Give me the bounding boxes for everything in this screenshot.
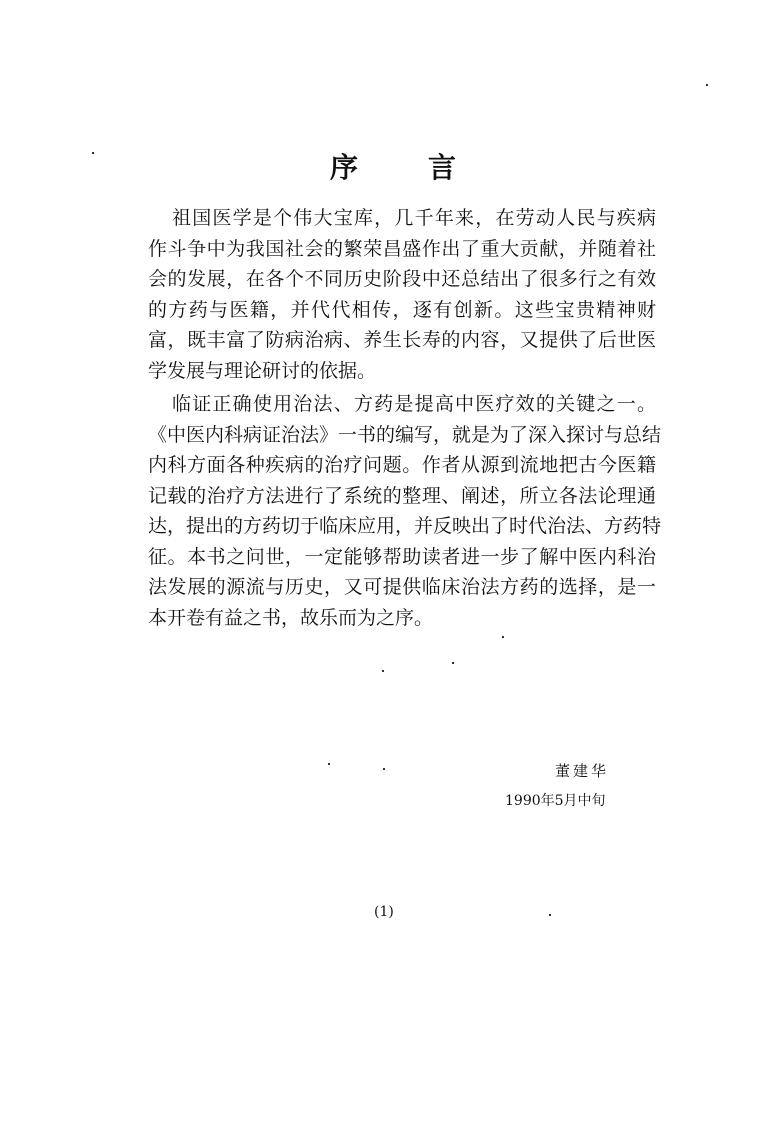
scan-speck xyxy=(502,636,504,638)
text-line: 祖国医学是个伟大宝库，几千年来，在劳动人民与疾病 xyxy=(172,207,656,229)
scan-speck xyxy=(452,662,454,664)
scan-speck xyxy=(549,914,551,916)
scan-speck xyxy=(328,763,330,765)
page-number: (1) xyxy=(374,904,394,920)
text-line: 达，提出的方药切于临床应用，并反映出了时代治法、方药特 xyxy=(148,515,662,537)
scan-speck xyxy=(706,84,708,86)
author-signature: 董建华 xyxy=(555,762,610,780)
scan-speck xyxy=(382,670,384,672)
text-line: 作斗争中为我国社会的繁荣昌盛作出了重大贡献，并随着社 xyxy=(148,237,656,260)
text-line: 法发展的源流与历史，又可提供临床治法方药的选择，是一 xyxy=(148,576,656,598)
text-line: 内科方面各种疾病的治疗问题。作者从源到流地把古今医籍 xyxy=(148,454,656,476)
text-line: 本开卷有益之书，故乐而为之序。 xyxy=(148,606,434,629)
paragraph-1 xyxy=(148,203,656,386)
text-line: 会的发展，在各个不同历史阶段中还总结出了很多行之有效 xyxy=(148,268,656,290)
text-line: 富，既丰富了防病治病、养生长寿的内容，又提供了后世医 xyxy=(148,329,656,351)
text-line: 征。本书之问世，一定能够帮助读者进一步了解中医内科治 xyxy=(148,545,656,568)
scan-speck xyxy=(92,152,94,154)
scan-speck xyxy=(383,768,385,770)
text-line: 临证正确使用治法、方药是提高中医疗效的关键之一。 xyxy=(172,393,656,415)
date: 1990年5月中旬 xyxy=(505,793,606,809)
text-line: 记载的治疗方法进行了系统的整理、阐述，所立各法论理通 xyxy=(148,484,656,507)
text-line: 的方药与医籍，并代代相传，逐有创新。这些宝贵精神财 xyxy=(148,298,656,321)
text-line: 学发展与理论研讨的依据。 xyxy=(148,359,377,382)
paragraph-2 xyxy=(148,389,662,633)
page-title: 序 言 xyxy=(330,151,456,184)
text-line: 《中医内科病证治法》一书的编写，就是为了深入探讨与总结 xyxy=(148,423,662,446)
